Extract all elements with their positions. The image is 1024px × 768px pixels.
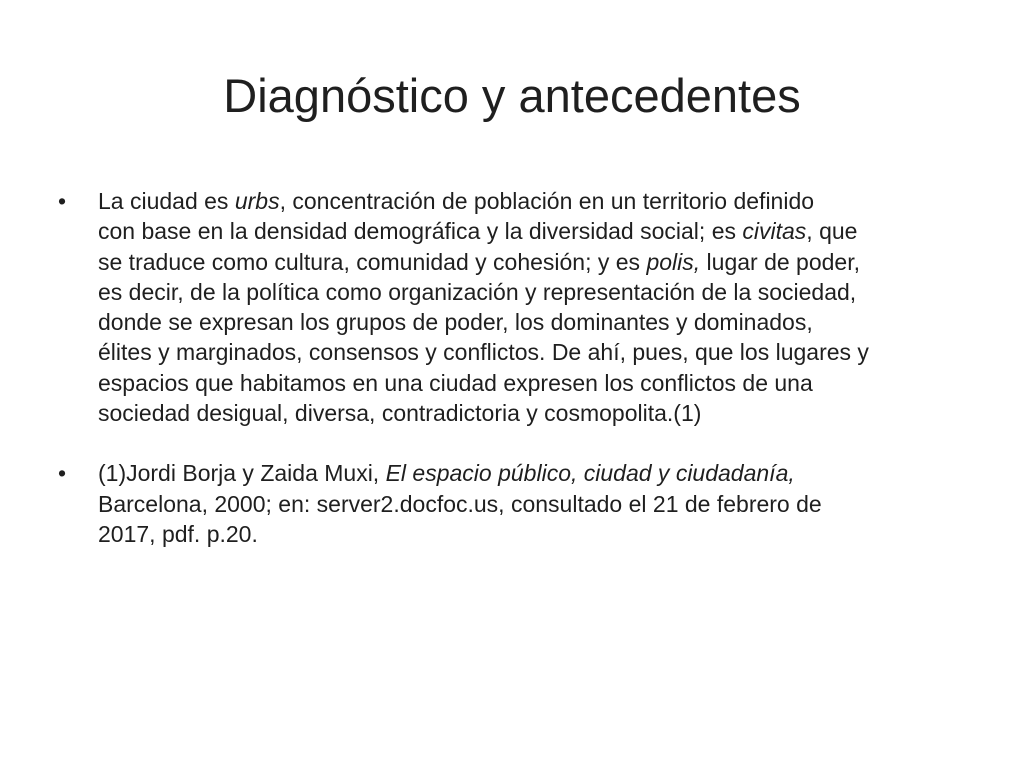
slide-body: [58, 186, 966, 549]
text-line: [98, 489, 966, 519]
text-run: se traduce como cultura, comunidad y cohesión; y es: [98, 248, 647, 275]
text-run: , concentración de población en un territorio definido: [279, 188, 815, 214]
bullet-icon: •: [58, 460, 67, 487]
italic-run: El espacio público, ciudad y ciudadanía,: [385, 460, 795, 487]
text-line: [98, 277, 966, 307]
text-run: La ciudad es: [98, 188, 235, 214]
italic-run: polis,: [646, 248, 701, 275]
bullet-item-reference: [58, 458, 966, 549]
text-run: Barcelona, 2000; en: server2.docfoc.us, consultado el 21 de febrero de: [98, 490, 822, 517]
text-line: [98, 247, 966, 277]
text-run: es decir, de la política como organización y representación de la sociedad,: [98, 278, 857, 305]
bullet-text: [98, 186, 966, 428]
text-line: [98, 307, 966, 337]
slide-title: Diagnóstico y antecedentes: [223, 69, 801, 122]
text-run: 2017, pdf. p.20.: [98, 520, 258, 547]
text-line: [98, 519, 966, 549]
bullet-icon: •: [58, 188, 67, 214]
text-run: donde se expresan los grupos de poder, los dominantes y dominados,: [98, 309, 813, 336]
bullet-item-definition: [58, 186, 966, 428]
text-run: , que: [806, 218, 858, 245]
text-run: con base en la densidad demográfica y la diversidad social; es: [98, 218, 743, 245]
text-line: [98, 186, 966, 216]
bullet-text: [98, 458, 966, 549]
text-run: élites y marginados, consensos y conflictos. De ahí, pues, que los lugares y: [98, 339, 869, 366]
italic-run: civitas: [742, 218, 807, 245]
text-run: lugar de poder,: [700, 248, 860, 275]
text-run: (1)Jordi Borja y Zaida Muxi,: [98, 460, 386, 487]
text-line: [98, 398, 966, 428]
text-line: [98, 368, 966, 398]
text-line: [98, 458, 966, 488]
text-line: [98, 337, 966, 367]
text-run: espacios que habitamos en una ciudad expresen los conflictos de una: [98, 369, 813, 396]
text-line: [98, 216, 966, 246]
text-run: sociedad desigual, diversa, contradictoria y cosmopolita.(1): [98, 400, 702, 427]
italic-run: urbs: [234, 188, 280, 214]
